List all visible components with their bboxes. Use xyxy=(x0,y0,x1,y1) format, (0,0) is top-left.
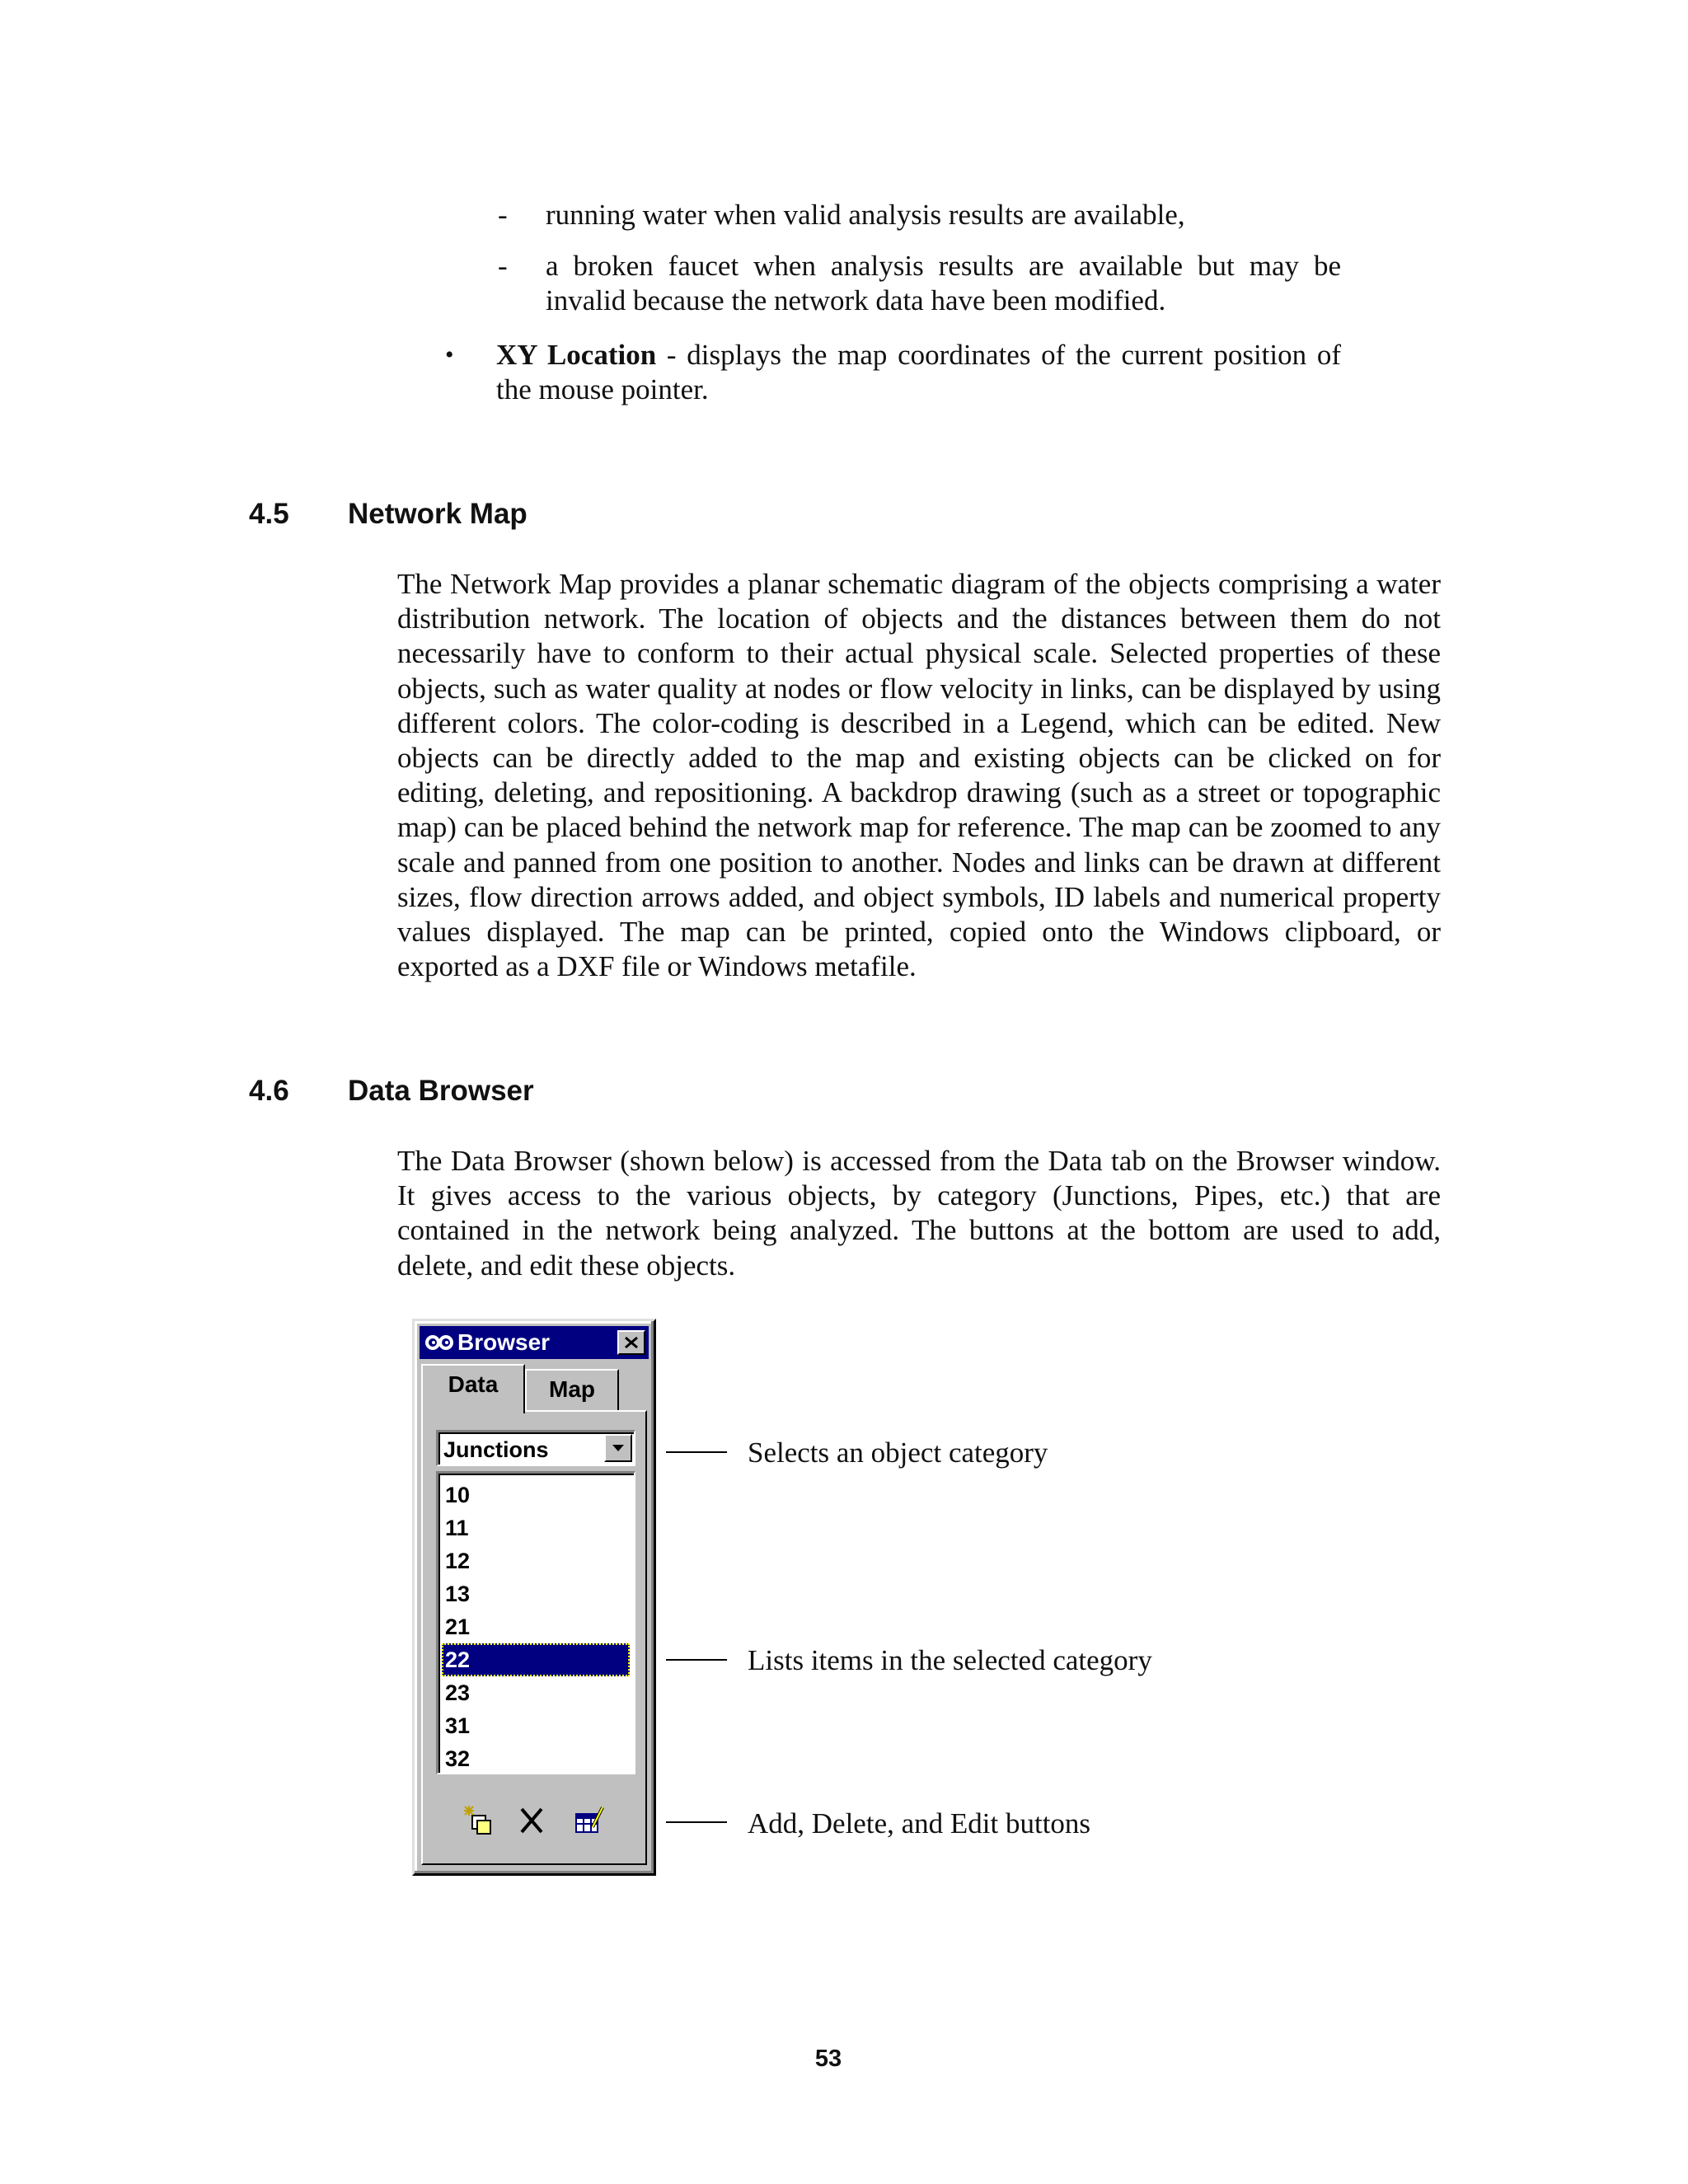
tab-map[interactable]: Map xyxy=(525,1369,619,1410)
list-item[interactable]: 21 xyxy=(445,1615,471,1639)
section-title: Network Map xyxy=(348,498,528,530)
item-list[interactable] xyxy=(436,1471,635,1774)
list-item[interactable]: 13 xyxy=(445,1582,471,1606)
dash-item-broken-faucet: a broken faucet when analysis results are available but may be invalid because the network data have been modified. xyxy=(546,250,1341,316)
callout-line xyxy=(666,1451,727,1453)
dropdown-button[interactable] xyxy=(604,1434,632,1462)
close-button[interactable] xyxy=(617,1330,645,1355)
callout-buttons: Add, Delete, and Edit buttons xyxy=(748,1807,1091,1840)
list-item[interactable]: 12 xyxy=(445,1549,471,1573)
dash-item-running-water: running water when valid analysis results are available, xyxy=(546,199,1185,231)
category-dropdown[interactable] xyxy=(436,1430,635,1466)
list-item-selected[interactable]: 22 xyxy=(442,1643,630,1676)
close-icon xyxy=(624,1336,639,1349)
title-bar[interactable] xyxy=(420,1326,649,1359)
list-item[interactable]: 23 xyxy=(445,1680,471,1705)
window-title: Browser xyxy=(457,1329,551,1355)
callout-line xyxy=(666,1659,727,1661)
list-item[interactable]: 11 xyxy=(445,1516,469,1540)
list-item[interactable]: 31 xyxy=(445,1713,471,1738)
callout-category: Selects an object category xyxy=(748,1436,1048,1469)
section-paragraph-data-browser: The Data Browser (shown below) is accessed from the Data tab on the Browser window. It gives access to the various objects, by category (Junctions, Pipes, etc.) that are contained in the network being analyzed. The buttons at the bottom are used to add, delete, and edit these objects. xyxy=(397,1145,1441,1282)
bullet-marker: • xyxy=(445,341,454,368)
add-icon[interactable] xyxy=(459,1802,495,1839)
edit-icon[interactable] xyxy=(571,1802,607,1839)
page-number: 53 xyxy=(814,2046,842,2072)
category-value: Junctions xyxy=(443,1437,549,1462)
tab-data[interactable]: Data xyxy=(421,1364,525,1413)
section-number: 4.5 xyxy=(249,498,289,530)
section-title: Data Browser xyxy=(348,1075,534,1107)
browser-window xyxy=(412,1319,656,1876)
browser-icon xyxy=(424,1333,454,1352)
dash-marker: - xyxy=(498,250,508,282)
list-item[interactable]: 10 xyxy=(445,1483,471,1507)
section-paragraph-network-map: The Network Map provides a planar schematic diagram of the objects comprising a water distribution network. The location of objects and the distances between them do not necessarily have to conform to their actual physical scale. Selected properties of these objects, such as water quality at nodes or flow velocity in links, can be displayed by using different colors. The color-coding is described in a Legend, which can be edited. New objects can be directly added to the map and existing objects can be clicked on for editing, deleting, and repositioning. A backdrop drawing (such as a street or topographic map) can be placed behind the network map for reference. The map can be zoomed to any scale and panned from one position to another. Nodes and links can be drawn at different sizes, flow direction arrows added, and object symbols, ID labels and numerical property values displayed. The map can be printed, copied onto the Windows clipboard, or exported as a DXF file or Windows metafile. xyxy=(397,568,1441,983)
callout-items: Lists items in the selected category xyxy=(748,1644,1152,1676)
bullet-item-xy-location xyxy=(496,338,1341,407)
section-number: 4.6 xyxy=(249,1075,289,1107)
chevron-down-icon xyxy=(612,1444,625,1452)
bullet-text: - displays the map coordinates of the current position of the mouse pointer. xyxy=(496,339,1341,405)
list-item[interactable]: 32 xyxy=(445,1746,471,1771)
bullet-term: XY Location xyxy=(496,339,657,371)
dash-marker: - xyxy=(498,199,508,231)
callout-line xyxy=(666,1821,727,1823)
delete-icon[interactable] xyxy=(513,1802,550,1839)
